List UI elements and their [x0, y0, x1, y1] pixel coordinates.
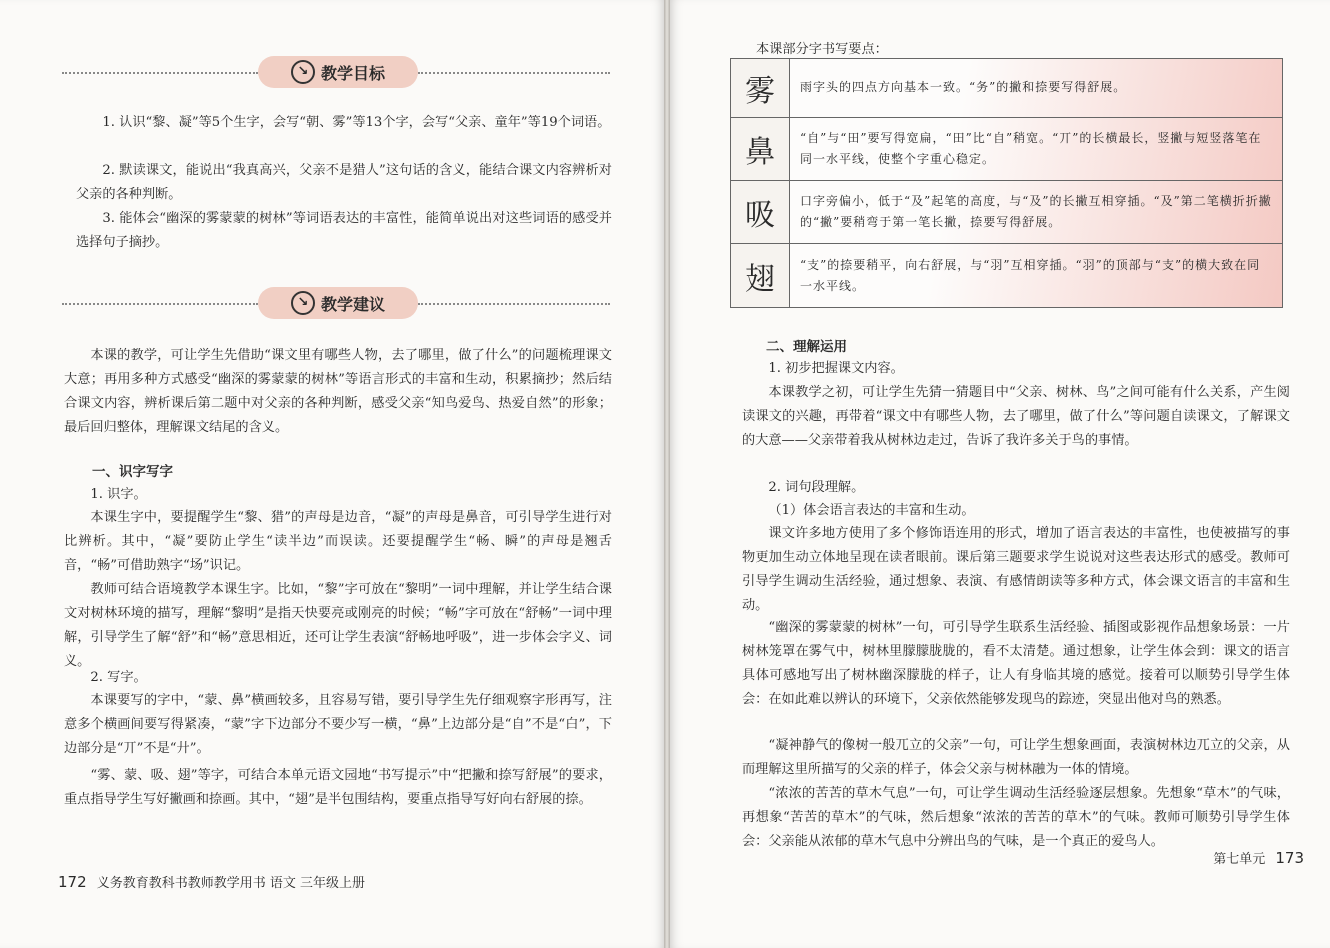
- note-cell: 雨字头的四点方向基本一致。“务”的撇和捺要写得舒展。: [790, 59, 1283, 118]
- teaching-goals-banner: [62, 56, 610, 90]
- arrow-circle-icon: ↘: [291, 60, 315, 84]
- page-number: 172: [58, 873, 87, 891]
- s2-item-1: 1. 初步把握课文内容。: [768, 361, 904, 376]
- right-footer: [1213, 848, 1304, 867]
- goal-2: 2. 默读课文，能说出“我真高兴，父亲不是猎人”这句话的含义，能结合课文内容辨析对父亲的各种判断。: [76, 163, 612, 202]
- goal-1: 1. 认识“黎、凝”等5个生字，会写“朝、雾”等13个字，会写“父亲、童年”等19个词语。: [102, 115, 611, 130]
- table-caption: 本课部分字书写要点：: [756, 42, 888, 57]
- s1-paragraph-1: 本课生字中，要提醒学生“黎、猎”的声母是边音，“凝”的声母是鼻音，可引导学生进行对比辨析。其中，“凝”要防止学生“读半边”而误读。还要提醒学生“畅、瞬”的声母是翘舌音，“畅”可借助熟字“场”识记。: [64, 510, 612, 573]
- s2-paragraph-4: “凝神静气的像树一般兀立的父亲”一句，可让学生想象画面，表演树林边兀立的父亲，从而理解这里所描写的父亲的样子，体会父亲与树林融为一体的情境。: [742, 738, 1290, 777]
- table-row: [731, 117, 1283, 180]
- page-number: 173: [1275, 849, 1304, 867]
- table-row: [731, 180, 1283, 243]
- table-row: [731, 244, 1283, 308]
- table-row: [731, 59, 1283, 118]
- book-title: 义务教育教科书教师教学用书 语文 三年级上册: [96, 876, 366, 891]
- s1-item-2: 2. 写字。: [90, 670, 147, 685]
- s2-sub-1: （1）体会语言表达的丰富和生动。: [768, 503, 975, 518]
- banner-title: 教学建议: [320, 294, 385, 314]
- note-cell: 口字旁偏小，低于“及”起笔的高度，与“及”的长撇互相穿插。“及”第二笔横折折撇的“撇”要稍弯于第一笔长撇，捺要写得舒展。: [790, 180, 1283, 243]
- section-2-heading: 二、理解运用: [766, 339, 847, 355]
- left-footer: [58, 872, 365, 891]
- char-cell: 鼻: [731, 117, 790, 180]
- note-cell: “支”的捺要稍平，向右舒展，与“羽”互相穿插。“羽”的顶部与“支”的横大致在同一水平线。: [790, 244, 1283, 308]
- teaching-suggestions-banner: [62, 287, 610, 321]
- s1-paragraph-2: 教师可结合语境教学本课生字。比如，“黎”字可放在“黎明”一词中理解，并让学生结合课文对树林环境的描写，理解“黎明”是指天快要亮或刚亮的时候；“畅”字可放在“舒畅”一词中理解，引导学生了解“舒”和“畅”意思相近，还可让学生表演“舒畅地呼吸”，进一步体会字义、词义。: [64, 582, 612, 669]
- s2-paragraph-1: 本课教学之初，可让学生先猜一猜题目中“父亲、树林、鸟”之间可能有什么关系，产生阅读课文的兴趣，再带着“课文中有哪些人物，去了哪里，做了什么”等问题自读课文，了解课文的大意——父亲带着我从树林边走过，告诉了我许多关于鸟的事情。: [742, 385, 1290, 448]
- note-cell: “自”与“田”要写得宽扁，“田”比“自”稍宽。“丌”的长横最长，竖撇与短竖落笔在同一水平线，使整个字重心稳定。: [790, 117, 1283, 180]
- stroke-points-table: [730, 58, 1283, 308]
- char-cell: 吸: [731, 180, 790, 243]
- arrow-circle-icon: ↘: [291, 291, 315, 315]
- intro-paragraph: 本课的教学，可让学生先借助“课文里有哪些人物，去了哪里，做了什么”的问题梳理课文大意；再用多种方式感受“幽深的雾蒙蒙的树林”等语言形式的丰富和生动，积累摘抄；然后结合课文内容，辨析课后第二题中对父亲的各种判断，感受父亲“知鸟爱鸟、热爱自然”的形象；最后回归整体，理解课文结尾的含义。: [64, 348, 612, 435]
- char-cell: 翅: [731, 244, 790, 308]
- goal-3: 3. 能体会“幽深的雾蒙蒙的树林”等词语表达的丰富性，能简单说出对这些词语的感受并选择句子摘抄。: [76, 211, 612, 250]
- s1-paragraph-4: “雾、蒙、吸、翅”等字，可结合本单元语文园地“书写提示”中“把撇和捺写舒展”的要求，重点指导学生写好撇画和捺画。其中，“翅”是半包围结构，要重点指导写好向右舒展的捺。: [64, 768, 612, 807]
- s2-paragraph-2: 课文许多地方使用了多个修饰语连用的形式，增加了语言表达的丰富性，也使被描写的事物更加生动立体地呈现在读者眼前。课后第三题要求学生说说对这些表达形式的感受。教师可引导学生调动生活经验，通过想象、表演、有感情朗读等多种方式，体会课文语言的丰富和生动。: [742, 526, 1290, 613]
- s1-item-1: 1. 识字。: [90, 487, 147, 502]
- s2-item-2: 2. 词句段理解。: [768, 480, 865, 495]
- banner-title: 教学目标: [320, 63, 385, 83]
- s2-paragraph-5: “浓浓的苦苦的草木气息”一句，可让学生调动生活经验逐层想象。先想象“草木”的气味，再想象“苦苦的草木”的气味，然后想象“浓浓的苦苦的草木”的气味。教师可顺势引导学生体会：父亲能从浓郁的草木气息中分辨出鸟的气味，是一个真正的爱鸟人。: [742, 786, 1290, 849]
- char-cell: 雾: [731, 59, 790, 118]
- section-1-heading: 一、识字写字: [92, 464, 173, 480]
- unit-label: 第七单元: [1213, 852, 1266, 867]
- s1-paragraph-3: 本课要写的字中，“蒙、鼻”横画较多，且容易写错，要引导学生先仔细观察字形再写，注意多个横画间要写得紧凑，“蒙”字下边部分不要少写一横，“鼻”上边部分是“自”不是“白”，下边部分是“丌”不是“廾”。: [64, 693, 612, 756]
- s2-paragraph-3: “幽深的雾蒙蒙的树林”一句，可引导学生联系生活经验、插图或影视作品想象场景：一片树林笼罩在雾气中，树林里朦朦胧胧的，看不太清楚。通过想象，让学生体会到：课文的语言具体可感地写出了树林幽深朦胧的样子，让人有身临其境的感觉。接着可以顺势引导学生体会：在如此难以辨认的环境下，父亲依然能够发现鸟的踪迹，突显出他对鸟的熟悉。: [742, 620, 1290, 707]
